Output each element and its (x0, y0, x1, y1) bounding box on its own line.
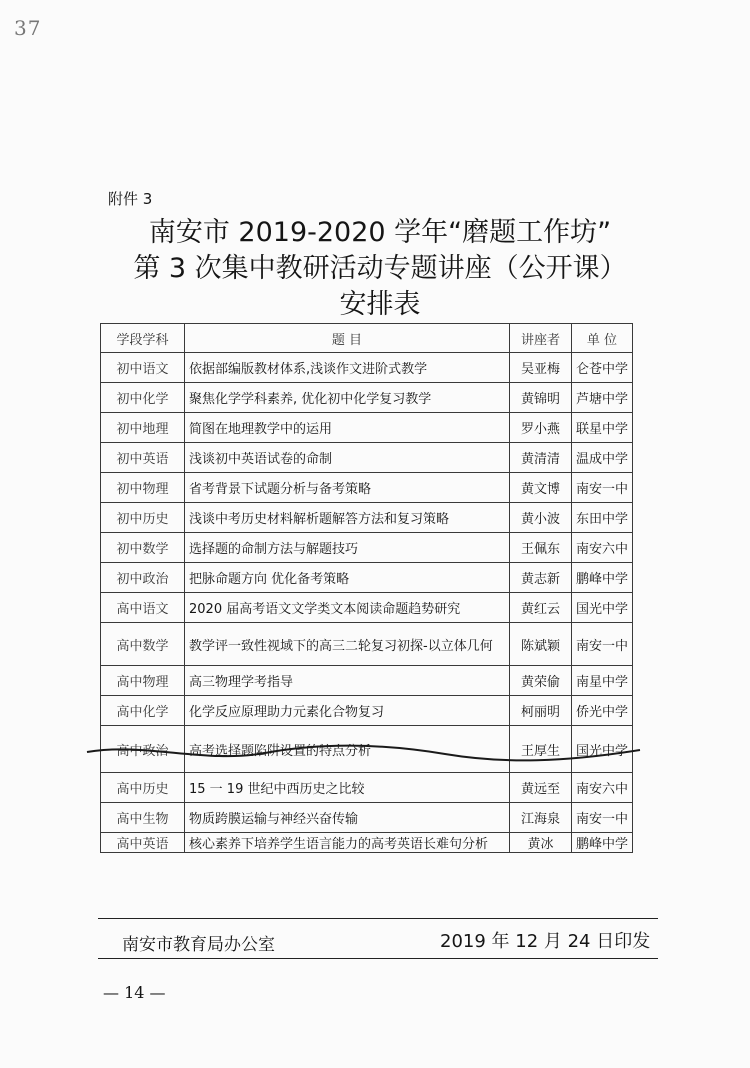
cell-unit: 温成中学 (572, 443, 633, 473)
page-number: — 14 — (103, 983, 166, 1002)
cell-topic: 浅谈初中英语试卷的命制 (185, 443, 510, 473)
table-row (101, 803, 633, 833)
footer-issuer: 南安市教育局办公室 (122, 935, 275, 955)
cell-lecturer: 王厚生 (510, 726, 572, 773)
cell-subject: 高中语文 (101, 593, 185, 623)
cell-topic: 高三物理学考指导 (185, 666, 510, 696)
title-line-3: 安排表 (339, 289, 421, 320)
cell-lecturer: 吴亚梅 (510, 353, 572, 383)
cell-topic: 化学反应原理助力元素化合物复习 (185, 696, 510, 726)
header-subject: 学段学科 (101, 324, 185, 353)
cell-lecturer: 陈斌颖 (510, 623, 572, 666)
cell-unit: 国光中学 (572, 726, 633, 773)
table-header-row (101, 324, 633, 353)
footer-issue-date: 2019 年 12 月 24 日印发 (440, 931, 651, 952)
cell-unit: 鹏峰中学 (572, 563, 633, 593)
handwritten-page-mark: 37 (14, 16, 42, 40)
cell-subject: 初中数学 (101, 533, 185, 563)
header-lecturer: 讲座者 (510, 324, 572, 353)
table-row (101, 563, 633, 593)
cell-lecturer: 罗小燕 (510, 413, 572, 443)
table-row (101, 666, 633, 696)
cell-subject: 初中物理 (101, 473, 185, 503)
cell-subject: 初中历史 (101, 503, 185, 533)
attachment-label: 附件 3 (108, 190, 153, 208)
cell-unit: 南安一中 (572, 473, 633, 503)
cell-subject: 初中政治 (101, 563, 185, 593)
schedule-table (100, 323, 633, 853)
table-row (101, 473, 633, 503)
cell-topic: 省考背景下试题分析与备考策略 (185, 473, 510, 503)
handwritten-wavy-line (85, 738, 645, 768)
cell-lecturer: 黄锦明 (510, 383, 572, 413)
table-row (101, 833, 633, 853)
cell-subject: 初中英语 (101, 443, 185, 473)
table-row (101, 593, 633, 623)
table-row (101, 353, 633, 383)
cell-unit: 仑苍中学 (572, 353, 633, 383)
cell-unit: 南安六中 (572, 773, 633, 803)
cell-topic: 核心素养下培养学生语言能力的高考英语长难句分析 (185, 833, 510, 853)
cell-topic: 物质跨膜运输与神经兴奋传输 (185, 803, 510, 833)
footer-rule-bottom (98, 958, 658, 959)
cell-subject: 高中数学 (101, 623, 185, 666)
cell-topic: 把脉命题方向 优化备考策略 (185, 563, 510, 593)
cell-lecturer: 黄清清 (510, 443, 572, 473)
cell-lecturer: 黄荣偷 (510, 666, 572, 696)
cell-topic: 2020 届高考语文文学类文本阅读命题趋势研究 (185, 593, 510, 623)
cell-subject: 高中化学 (101, 696, 185, 726)
cell-lecturer: 江海泉 (510, 803, 572, 833)
cell-topic: 15 一 19 世纪中西历史之比较 (185, 773, 510, 803)
cell-topic: 高考选择题陷阱设置的特点分析 (185, 726, 510, 773)
cell-subject: 高中物理 (101, 666, 185, 696)
cell-lecturer: 黄远至 (510, 773, 572, 803)
title-line-1: 南安市 2019-2020 学年“磨题工作坊” (148, 217, 612, 248)
cell-subject: 初中语文 (101, 353, 185, 383)
footer-rule-top (98, 918, 658, 919)
table-row (101, 503, 633, 533)
cell-topic: 简图在地理教学中的运用 (185, 413, 510, 443)
cell-unit: 南星中学 (572, 666, 633, 696)
cell-subject: 初中地理 (101, 413, 185, 443)
table-row (101, 443, 633, 473)
table-row (101, 773, 633, 803)
cell-unit: 南安一中 (572, 803, 633, 833)
table-row (101, 533, 633, 563)
cell-lecturer: 王佩东 (510, 533, 572, 563)
table-row (101, 623, 633, 666)
cell-unit: 南安一中 (572, 623, 633, 666)
table-row (101, 413, 633, 443)
header-unit: 单 位 (572, 324, 633, 353)
cell-lecturer: 黄文博 (510, 473, 572, 503)
cell-lecturer: 黄红云 (510, 593, 572, 623)
cell-unit: 鹏峰中学 (572, 833, 633, 853)
cell-unit: 东田中学 (572, 503, 633, 533)
cell-subject: 高中政治 (101, 726, 185, 773)
cell-unit: 侨光中学 (572, 696, 633, 726)
table-row (101, 696, 633, 726)
cell-lecturer: 黄志新 (510, 563, 572, 593)
cell-lecturer: 黄冰 (510, 833, 572, 853)
cell-unit: 国光中学 (572, 593, 633, 623)
cell-topic: 教学评一致性视域下的高三二轮复习初探-以立体几何 (185, 623, 510, 666)
cell-subject: 初中化学 (101, 383, 185, 413)
title-line-2: 第 3 次集中教研活动专题讲座（公开课） (133, 253, 627, 284)
cell-lecturer: 黄小波 (510, 503, 572, 533)
cell-unit: 南安六中 (572, 533, 633, 563)
cell-subject: 高中英语 (101, 833, 185, 853)
cell-subject: 高中历史 (101, 773, 185, 803)
cell-topic: 依据部编版教材体系,浅谈作文进阶式教学 (185, 353, 510, 383)
cell-lecturer: 柯丽明 (510, 696, 572, 726)
table-row (101, 383, 633, 413)
cell-topic: 浅谈中考历史材料解析题解答方法和复习策略 (185, 503, 510, 533)
cell-subject: 高中生物 (101, 803, 185, 833)
cell-unit: 芦塘中学 (572, 383, 633, 413)
cell-unit: 联星中学 (572, 413, 633, 443)
cell-topic: 聚焦化学学科素养, 优化初中化学复习教学 (185, 383, 510, 413)
header-topic: 题 目 (185, 324, 510, 353)
cell-topic: 选择题的命制方法与解题技巧 (185, 533, 510, 563)
